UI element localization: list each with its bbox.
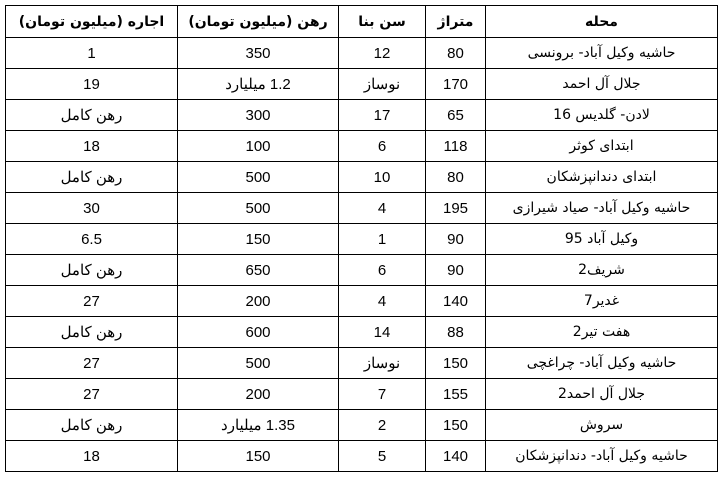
cell-age: 5 [339, 441, 426, 472]
cell-district: حاشیه وکیل آباد- چراغچی [486, 348, 718, 379]
cell-district: حاشیه وکیل آباد- برونسی [486, 38, 718, 69]
cell-rent: 27 [6, 286, 178, 317]
cell-rent: رهن کامل [6, 100, 178, 131]
cell-area: 150 [426, 410, 486, 441]
cell-age: 12 [339, 38, 426, 69]
cell-district: ابتدای دندانپزشکان [486, 162, 718, 193]
header-age: سن بنا [339, 6, 426, 38]
cell-district: جلال آل احمد [486, 69, 718, 100]
cell-area: 195 [426, 193, 486, 224]
cell-district: سروش [486, 410, 718, 441]
cell-rent: 18 [6, 131, 178, 162]
cell-district: وکیل آباد 95 [486, 224, 718, 255]
cell-mortgage: 600 [178, 317, 339, 348]
cell-mortgage: 650 [178, 255, 339, 286]
table-row [6, 317, 718, 348]
cell-age: نوساز [339, 348, 426, 379]
cell-district: هفت تیر2 [486, 317, 718, 348]
cell-rent: رهن کامل [6, 162, 178, 193]
table-row [6, 379, 718, 410]
cell-age: 7 [339, 379, 426, 410]
rental-listings-table-container [5, 5, 718, 472]
cell-mortgage: 300 [178, 100, 339, 131]
cell-mortgage: 350 [178, 38, 339, 69]
cell-area: 90 [426, 255, 486, 286]
cell-age: نوساز [339, 69, 426, 100]
cell-area: 118 [426, 131, 486, 162]
rental-listings-table [5, 5, 718, 472]
cell-area: 80 [426, 38, 486, 69]
cell-rent: 6.5 [6, 224, 178, 255]
header-rent: اجاره (میلیون تومان) [6, 6, 178, 38]
cell-mortgage: 150 [178, 441, 339, 472]
cell-district: ابتدای کوثر [486, 131, 718, 162]
cell-area: 155 [426, 379, 486, 410]
table-row [6, 162, 718, 193]
cell-age: 6 [339, 131, 426, 162]
table-row [6, 38, 718, 69]
cell-mortgage: 150 [178, 224, 339, 255]
cell-rent: رهن کامل [6, 255, 178, 286]
cell-age: 1 [339, 224, 426, 255]
table-row [6, 224, 718, 255]
cell-district: جلال آل احمد2 [486, 379, 718, 410]
cell-rent: رهن کامل [6, 317, 178, 348]
cell-area: 88 [426, 317, 486, 348]
cell-age: 14 [339, 317, 426, 348]
header-district: محله [486, 6, 718, 38]
cell-mortgage: 500 [178, 193, 339, 224]
cell-mortgage: 1.35 میلیارد [178, 410, 339, 441]
cell-mortgage: 200 [178, 379, 339, 410]
cell-rent: 30 [6, 193, 178, 224]
cell-age: 4 [339, 286, 426, 317]
table-row [6, 100, 718, 131]
header-mortgage: رهن (میلیون تومان) [178, 6, 339, 38]
cell-district: حاشیه وکیل آباد- صیاد شیرازی [486, 193, 718, 224]
cell-age: 6 [339, 255, 426, 286]
cell-mortgage: 200 [178, 286, 339, 317]
cell-area: 170 [426, 69, 486, 100]
table-row [6, 131, 718, 162]
cell-age: 4 [339, 193, 426, 224]
cell-area: 80 [426, 162, 486, 193]
table-row [6, 348, 718, 379]
cell-age: 17 [339, 100, 426, 131]
table-row [6, 69, 718, 100]
cell-area: 150 [426, 348, 486, 379]
cell-mortgage: 100 [178, 131, 339, 162]
table-body [6, 38, 718, 472]
cell-age: 2 [339, 410, 426, 441]
cell-rent: 1 [6, 38, 178, 69]
cell-age: 10 [339, 162, 426, 193]
cell-area: 140 [426, 441, 486, 472]
cell-rent: 18 [6, 441, 178, 472]
cell-area: 65 [426, 100, 486, 131]
table-row [6, 193, 718, 224]
table-row [6, 441, 718, 472]
cell-rent: 19 [6, 69, 178, 100]
cell-rent: رهن کامل [6, 410, 178, 441]
header-row [6, 6, 718, 38]
cell-area: 90 [426, 224, 486, 255]
header-area: متراژ [426, 6, 486, 38]
cell-district: شریف2 [486, 255, 718, 286]
cell-area: 140 [426, 286, 486, 317]
cell-district: لادن- گلدیس 16 [486, 100, 718, 131]
cell-mortgage: 1.2 میلیارد [178, 69, 339, 100]
cell-rent: 27 [6, 348, 178, 379]
table-row [6, 410, 718, 441]
cell-district: حاشیه وکیل آباد- دندانپزشکان [486, 441, 718, 472]
cell-mortgage: 500 [178, 162, 339, 193]
table-row [6, 286, 718, 317]
table-row [6, 255, 718, 286]
cell-mortgage: 500 [178, 348, 339, 379]
cell-rent: 27 [6, 379, 178, 410]
cell-district: غدیر7 [486, 286, 718, 317]
